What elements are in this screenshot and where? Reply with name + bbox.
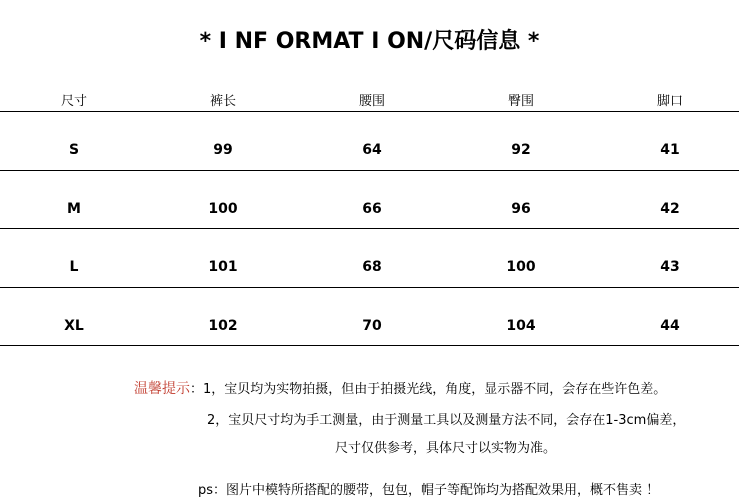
hem-cell: 43: [660, 259, 680, 275]
size-cell: M: [67, 200, 81, 217]
table-row: [0, 288, 739, 347]
size-cell: XL: [64, 317, 84, 334]
note-line-1: [134, 378, 666, 398]
size-cell: S: [68, 142, 80, 158]
hip-cell: 100: [506, 259, 536, 275]
length-cell: 99: [213, 142, 233, 158]
header-length: 裤长: [209, 94, 236, 109]
note-line-3: 尺寸仅供参考，具体尺寸以实物为准。: [335, 441, 557, 456]
note-line-2: 2，宝贝尺寸均为手工测量，由于测量工具以及测量方法不同，会存在1-3cm偏差，: [207, 413, 686, 428]
hem-cell: 44: [660, 317, 680, 334]
hip-cell: 92: [511, 142, 531, 158]
length-cell: 101: [208, 259, 238, 275]
hip-cell: 96: [511, 200, 531, 217]
page-title: * I NF ORMAT I ON/尺码信息 *: [199, 29, 540, 54]
size-table: [0, 84, 739, 346]
hem-cell: 41: [660, 142, 680, 158]
waist-cell: 64: [362, 142, 382, 158]
header-size: 尺寸: [60, 94, 87, 109]
hip-cell: 104: [506, 317, 536, 334]
header-hem: 脚口: [656, 94, 683, 109]
size-cell: L: [69, 259, 79, 275]
waist-cell: 66: [362, 200, 382, 217]
note-text-1: ：1，宝贝均为实物拍摄，但由于拍摄光线，角度，显示器不同，会存在些许色差。: [190, 382, 667, 397]
warm-tip-label: 温馨提示: [134, 381, 190, 397]
table-row: [0, 171, 739, 230]
length-cell: 100: [208, 200, 238, 217]
ps-note: ps：图片中模特所搭配的腰带，包包，帽子等配饰均为搭配效果用，概不售卖 ！: [198, 483, 660, 498]
table-row: [0, 112, 739, 171]
waist-cell: 68: [362, 259, 382, 275]
header-waist: 腰围: [358, 94, 385, 109]
header-hip: 臀围: [507, 94, 534, 109]
hem-cell: 42: [660, 200, 680, 217]
table-row: [0, 229, 739, 288]
table-header-row: [0, 84, 739, 112]
waist-cell: 70: [362, 317, 382, 334]
length-cell: 102: [208, 317, 238, 334]
